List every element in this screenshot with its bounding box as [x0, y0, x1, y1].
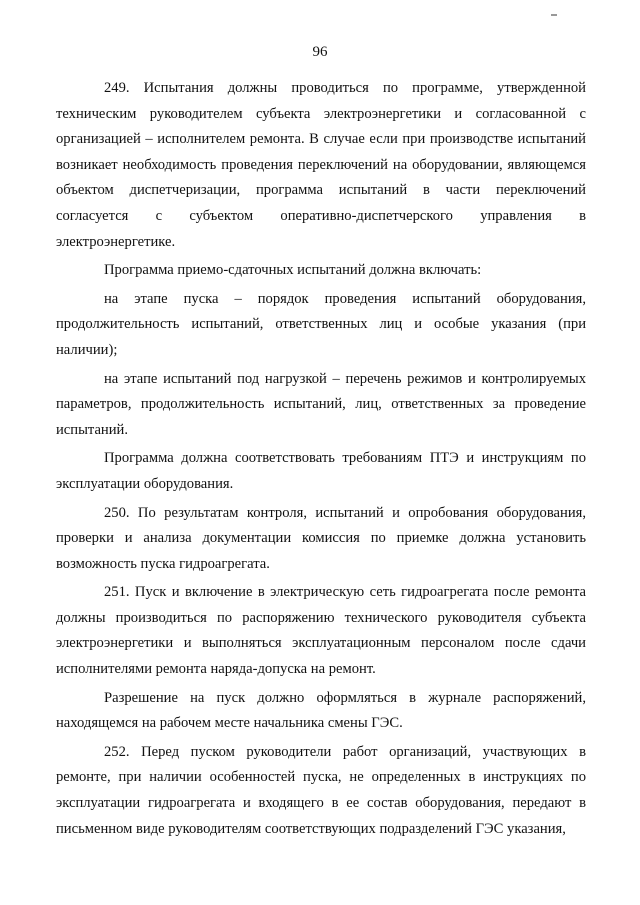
paragraph-251: 251. Пуск и включение в электрическую сеть гидроагрегата после ремонта должны производиться по распоряжению технического руководителя субъекта электроэнергетики и выполняться эксплуатационным персоналом после сдачи исполнителями ремонта наряда-допуска на ремонт. [56, 584, 586, 678]
paragraph-launch-permission: Разрешение на пуск должно оформляться в журнале распоряжений, находящемся на рабочем месте начальника смены ГЭС. [56, 689, 586, 732]
paragraph-load-stage: на этапе испытаний под нагрузкой – перечень режимов и контролируемых параметров, продолжительность испытаний, лиц, ответственных за проведение испытаний. [56, 370, 586, 438]
paragraph-program-intro: Программа приемо-сдаточных испытаний должна включать: [104, 262, 482, 279]
paragraph-program-requirements: Программа должна соответствовать требованиям ПТЭ и инструкциям по эксплуатации оборудования. [56, 450, 586, 492]
paragraph-252: 252. Перед пуском руководители работ организаций, участвующих в ремонте, при наличии особенностей пуска, не определенных в инструкциях по эксплуатации гидроагрегата и входящего в ее состав оборудования, передают в письменном виде руководителям соответствующих подразделений ГЭС указания, [56, 743, 586, 837]
paragraph-249: 249. Испытания должны проводиться по программе, утвержденной техническим руководителем субъекта электроэнергетики и согласованной с организацией – исполнителем ремонта. В случае если при производстве испытаний возникает необходимость проведения переключений на оборудовании, являющемся объектом диспетчеризации, программа испытаний в части переключений согласуется с субъектом оперативно-диспетчерского управления в электроэнергетике. [56, 80, 586, 250]
page-number: 96 [312, 44, 328, 60]
scan-mark [551, 14, 557, 16]
document-body [56, 76, 586, 845]
paragraph-launch-stage: на этапе пуска – порядок проведения испытаний оборудования, продолжительность испытаний, ответственных лиц и особые указания (при наличии); [56, 290, 586, 358]
paragraph-250: 250. По результатам контроля, испытаний и опробования оборудования, проверки и анализа документации комиссия по приемке должна установить возможность пуска гидроагрегата. [56, 504, 586, 572]
